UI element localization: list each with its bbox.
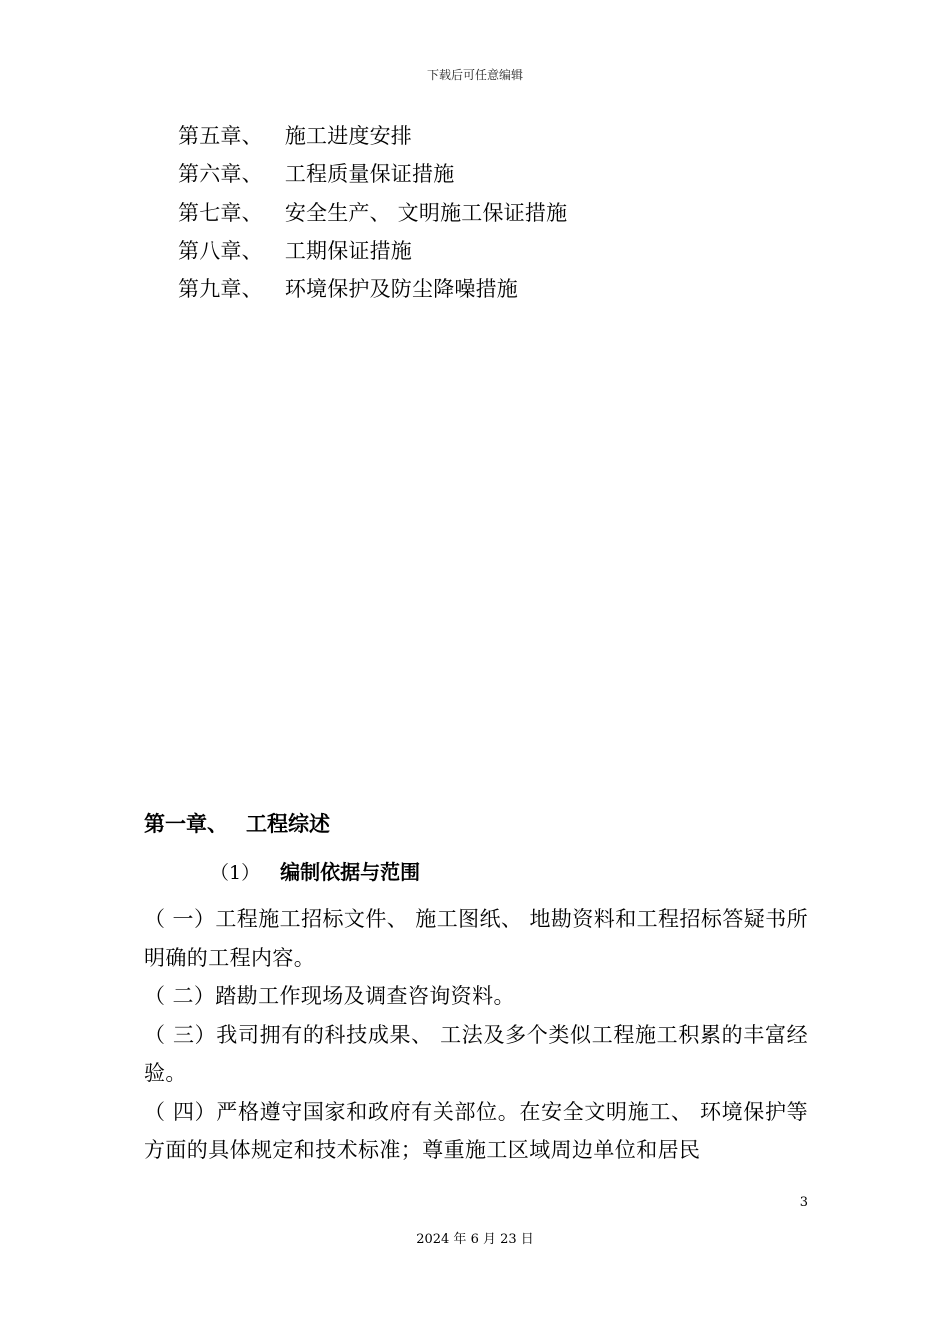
toc-item <box>178 155 567 193</box>
toc-chapter-number: 第七章、 <box>178 200 263 225</box>
toc-chapter-title: 工程质量保证措施 <box>284 162 455 187</box>
paragraph: （ 四）严格遵守国家和政府有关部位。在安全文明施工、 环境保护等方面的具体规定和技术标准；尊重施工区域周边单位和居民 <box>144 1099 808 1162</box>
toc-chapter-number: 第五章、 <box>178 124 263 148</box>
footer-date: 2024 年 6 月 23 日 <box>416 1232 534 1247</box>
toc-chapter-title: 环境保护及防尘降噪措施 <box>284 277 519 302</box>
toc-chapter-number: 第九章、 <box>178 277 263 302</box>
chapter-heading <box>144 808 330 838</box>
section-number: （1） <box>210 862 261 884</box>
toc-chapter-number: 第八章、 <box>178 238 263 263</box>
chapter-title: 工程综述 <box>246 812 330 836</box>
section-title: 编制依据与范围 <box>280 860 421 884</box>
table-of-contents <box>178 117 567 308</box>
body-text <box>144 900 808 1170</box>
paragraph: （ 二）踏勘工作现场及调查咨询资料。 <box>144 984 515 1008</box>
toc-item <box>178 270 567 308</box>
page-header: 下载后可任意编辑 <box>426 68 523 82</box>
toc-chapter-number: 第六章、 <box>178 162 263 187</box>
section-heading <box>210 856 420 885</box>
toc-chapter-title: 施工进度安排 <box>284 124 413 148</box>
toc-chapter-title: 工期保证措施 <box>284 238 413 263</box>
toc-chapter-title: 安全生产、 文明施工保证措施 <box>284 200 568 225</box>
page-number: 3 <box>799 1195 808 1210</box>
chapter-number: 第一章、 <box>144 812 228 836</box>
toc-item <box>178 194 567 232</box>
paragraph: （ 三）我司拥有的科技成果、 工法及多个类似工程施工积累的丰富经验。 <box>144 1022 808 1085</box>
toc-item <box>178 117 567 155</box>
toc-item <box>178 232 567 270</box>
paragraph: （ 一）工程施工招标文件、 施工图纸、 地勘资料和工程招标答疑书所明确的工程内容。 <box>144 907 808 970</box>
